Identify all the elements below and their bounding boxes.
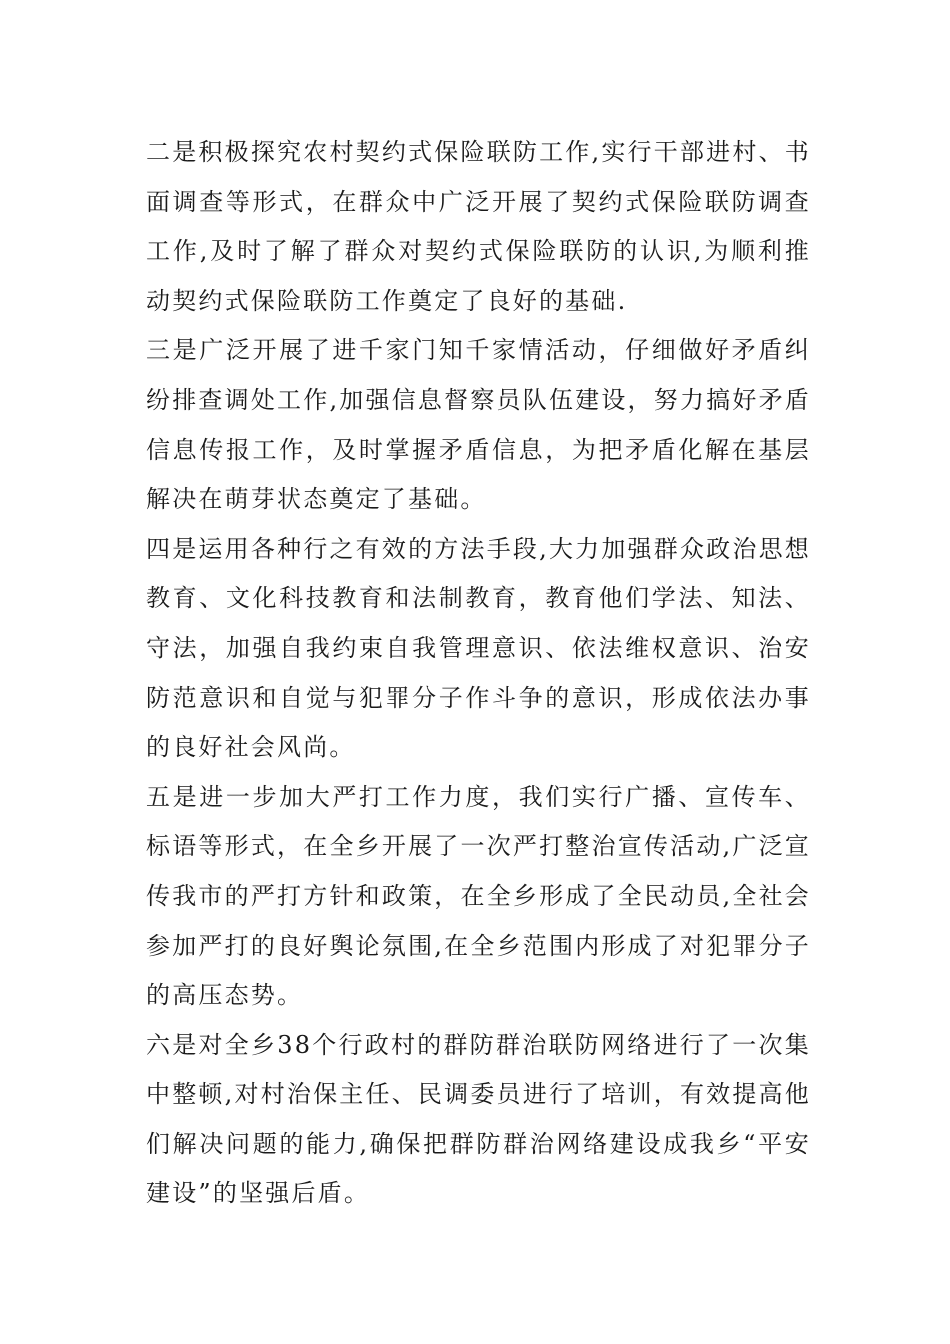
paragraph-5: 五是进一步加大严打工作力度，我们实行广播、宣传车、标语等形式，在全乡开展了一次严打整治宣传活动,广泛宣传我市的严打方针和政策，在全乡形成了全民动员,全社会参加严打的良好舆论氛围,在全乡范围内形成了对犯罪分子的高压态势。 [146,782,811,1010]
paragraph-6: 六是对全乡38个行政村的群防群治联防网络进行了一次集中整顿,对村治保主任、民调委员进行了培训，有效提高他们解决问题的能力,确保把群防群治网络建设成我乡“平安建设”的坚强后盾。 [146,1030,811,1208]
paragraph-4: 四是运用各种行之有效的方法手段,大力加强群众政治思想教育、文化科技教育和法制教育，教育他们学法、知法、守法，加强自我约束自我管理意识、依法维权意识、治安防范意识和自觉与犯罪分子作斗争的意识，形成依法办事的良好社会风尚。 [146,534,811,762]
paragraph-3: 三是广泛开展了进千家门知千家情活动，仔细做好矛盾纠纷排查调处工作,加强信息督察员队伍建设，努力搞好矛盾信息传报工作，及时掌握矛盾信息，为把矛盾化解在基层解决在萌芽状态奠定了基础。 [146,336,811,514]
paragraph-2: 二是积极探究农村契约式保险联防工作,实行干部进村、书面调查等形式，在群众中广泛开展了契约式保险联防调查工作,及时了解了群众对契约式保险联防的认识,为顺利推动契约式保险联防工作奠定了良好的基础. [146,138,811,315]
document-body [146,128,811,1219]
